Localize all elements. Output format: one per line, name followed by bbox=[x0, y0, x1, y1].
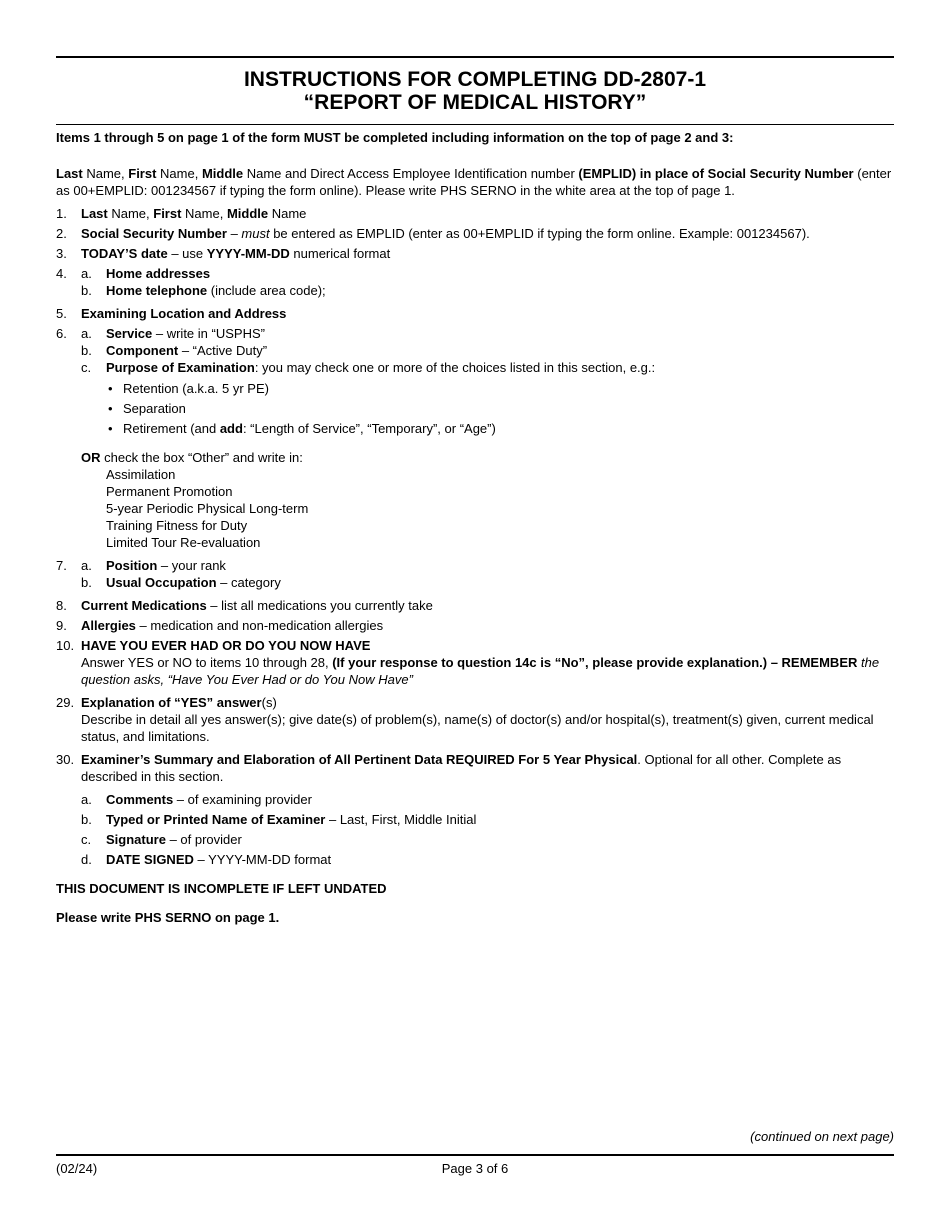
item-30: 30. Examiner’s Summary and Elaboration of All Pertinent Data REQUIRED For 5 Year Physical. Optional for all other. Complete as described in this section. a. Comments – of examining provider b. Typed or Printed Name of Examiner – Last, First, Middle Initial c. Signature – of provider d. DATE SIGNED – YYYY-MM-DD format bbox=[56, 751, 894, 868]
purpose-bullet-retirement: • Retirement (and add: “Length of Service”, “Temporary”, or “Age”) bbox=[108, 421, 496, 436]
title-line-1: INSTRUCTIONS FOR COMPLETING DD-2807-1 bbox=[243, 68, 707, 91]
item-6b: b. Component – “Active Duty” bbox=[81, 343, 268, 358]
page-number: Page 3 of 6 bbox=[441, 1161, 509, 1176]
item-1: 1. Last Name, First Name, Middle Name bbox=[56, 206, 307, 221]
page-title bbox=[56, 68, 894, 114]
item-4a: a. Home addresses bbox=[81, 266, 211, 281]
bullet-icon: • bbox=[108, 381, 113, 396]
intro-text: Items 1 through 5 on page 1 of the form MUST be completed including information on the top of page 2 and 3: bbox=[56, 130, 734, 145]
item-7b: b. Usual Occupation – category bbox=[81, 575, 281, 590]
item-30b: b. Typed or Printed Name of Examiner – Last, First, Middle Initial bbox=[81, 812, 477, 827]
other-permanent-promotion: Permanent Promotion bbox=[106, 484, 233, 499]
item-4: 4. a. Home addresses b. Home telephone (include area code); bbox=[56, 265, 894, 299]
item-29: 29. Explanation of “YES” answer(s) Describe in detail all yes answer(s); give date(s) of problem(s), name(s) of doctor(s) and/or hospital(s), treatment(s) given, current medical status, and limitations. bbox=[56, 695, 874, 744]
item-4b: b. Home telephone (include area code); bbox=[81, 283, 326, 298]
other-5yr-periodic: 5-year Periodic Physical Long-term bbox=[106, 501, 309, 516]
item-30c: c. Signature – of provider bbox=[81, 832, 242, 847]
other-option: OR check the box “Other” and write in: bbox=[81, 450, 303, 465]
item-7: 7. a. Position – your rank b. Usual Occupation – category bbox=[56, 557, 894, 591]
bottom-rule bbox=[56, 1154, 894, 1156]
item-5: 5. Examining Location and Address bbox=[56, 306, 287, 321]
title-line-2: “REPORT OF MEDICAL HISTORY” bbox=[303, 91, 647, 114]
document-page bbox=[56, 56, 894, 926]
serno-notice: Please write PHS SERNO on page 1. bbox=[56, 910, 280, 925]
other-list bbox=[81, 466, 894, 551]
item-30a: a. Comments – of examining provider bbox=[81, 792, 312, 807]
item-6: 6. a. Service – write in “USPHS” b. Component – “Active Duty” c. Purpose of Examination: you may check one or more of the choices listed in this section, e.g.: • Retention (a.k.a. 5 yr PE) • Separation • Retirement (and add: “Length of Service”, “Temporary”, or “Age”) OR check the box “Other” and write in: Assimilation Permanent Promotion 5-year Periodic Physical Long-term Training Fitness for Duty Limited Tour Re-evaluation bbox=[56, 325, 894, 551]
item-7a: a. Position – your rank bbox=[81, 558, 226, 573]
name-paragraph: Last Name, First Name, Middle Name and Direct Access Employee Identification number (EMPLID) in place of Social Security Number (enter as 00+EMPLID: 001234567 if typing the form online). Please write PHS SERNO in the white area at the top of page 1. bbox=[56, 166, 892, 198]
form-date: (02/24) bbox=[56, 1161, 98, 1176]
item-9: 9. Allergies – medication and non-medication allergies bbox=[56, 618, 384, 633]
item-10: 10. HAVE YOU EVER HAD OR DO YOU NOW HAVE Answer YES or NO to items 10 through 28, (If your response to question 14c is “No”, please provide explanation.) – REMEMBER the question asks, “Have You Ever Had or do You Now Have” bbox=[56, 638, 880, 687]
bullet-icon: • bbox=[108, 401, 113, 416]
other-assimilation: Assimilation bbox=[106, 467, 176, 482]
other-limited-tour: Limited Tour Re-evaluation bbox=[106, 535, 261, 550]
purpose-bullet-separation: • Separation bbox=[108, 401, 186, 416]
incomplete-notice: THIS DOCUMENT IS INCOMPLETE IF LEFT UNDATED bbox=[56, 881, 387, 896]
continued-note: (continued on next page) bbox=[750, 1129, 894, 1144]
item-8: 8. Current Medications – list all medications you currently take bbox=[56, 598, 433, 613]
item-30d: d. DATE SIGNED – YYYY-MM-DD format bbox=[81, 852, 332, 867]
item-6c: c. Purpose of Examination: you may check one or more of the choices listed in this section, e.g.: bbox=[81, 360, 656, 375]
other-training-fitness: Training Fitness for Duty bbox=[106, 518, 248, 533]
item-3: 3. TODAY’S date – use YYYY-MM-DD numerical format bbox=[56, 246, 391, 261]
item-2: 2. Social Security Number – must be entered as EMPLID (enter as 00+EMPLID if typing the form online. Example: 001234567). bbox=[56, 226, 810, 241]
item-6a: a. Service – write in “USPHS” bbox=[81, 326, 265, 341]
purpose-bullet-retention: • Retention (a.k.a. 5 yr PE) bbox=[108, 381, 269, 396]
title-rule bbox=[56, 124, 894, 125]
top-rule bbox=[56, 56, 894, 58]
bullet-icon: • bbox=[108, 421, 113, 436]
